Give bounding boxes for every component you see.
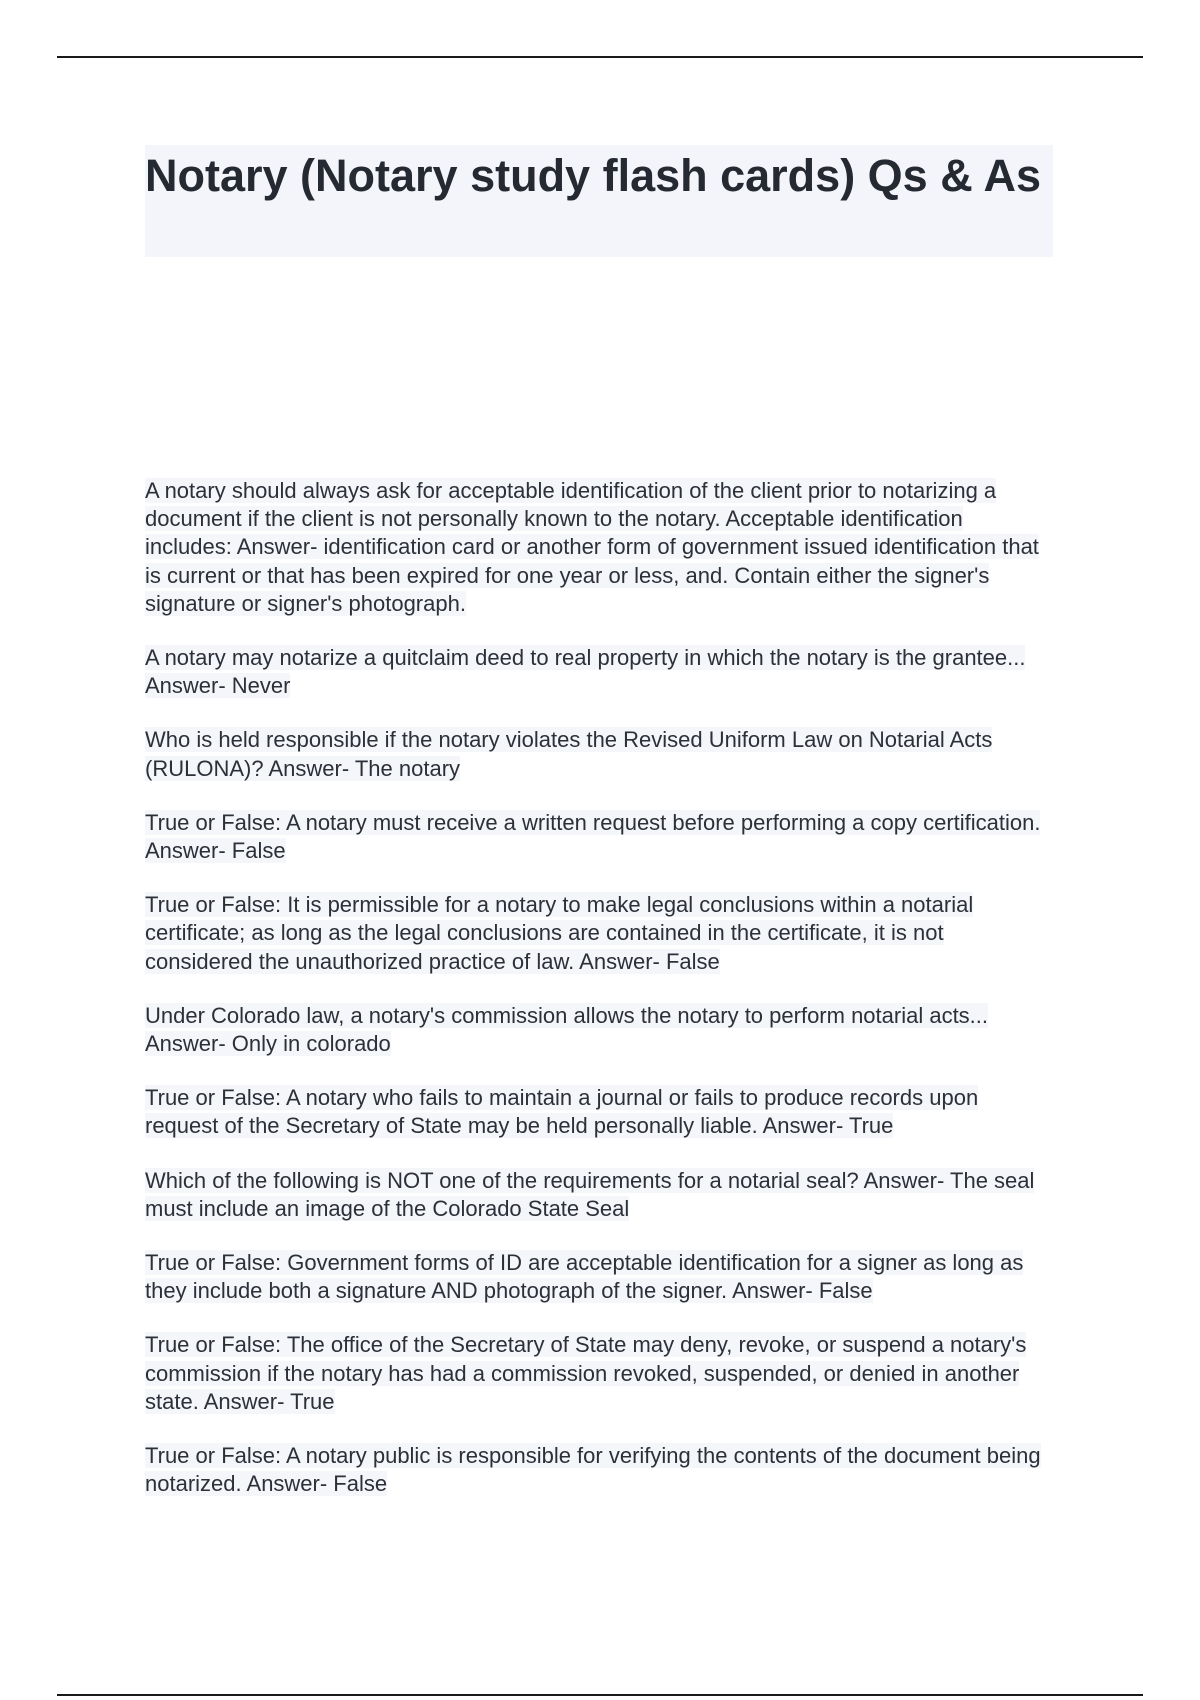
flashcard-item <box>145 644 1055 700</box>
flashcard-text: True or False: Government forms of ID are acceptable identification for a signer as long as they include both a signature AND photograph of the signer. Answer- False <box>145 1250 1024 1304</box>
flashcard-item <box>145 1442 1055 1498</box>
flashcard-text: Which of the following is NOT one of the requirements for a notarial seal? Answer- The seal must include an image of the Colorado State Seal <box>145 1167 1035 1221</box>
flashcard-text: True or False: A notary must receive a written request before performing a copy certification. Answer- False <box>145 809 1041 864</box>
flashcard-item <box>145 1249 1055 1305</box>
flashcard-text: True or False: A notary public is responsible for verifying the contents of the document being notarized. Answer- False <box>145 1443 1041 1497</box>
flashcard-item <box>145 1167 1055 1223</box>
flashcard-item <box>145 809 1055 865</box>
flashcard-text: Who is held responsible if the notary violates the Revised Uniform Law on Notarial Acts (RULONA)? Answer- The notary <box>145 727 993 781</box>
flashcard-text: True or False: It is permissible for a notary to make legal conclusions within a notarial certificate; as long as the legal conclusions are contained in the certificate, it is not considered the unauthorized practice of law. Answer- False <box>145 892 974 974</box>
flashcard-item <box>145 726 1055 782</box>
flashcard-item <box>145 1002 1055 1058</box>
page-title: Notary (Notary study flash cards) Qs & As <box>145 150 1042 201</box>
header-rule <box>57 56 1143 58</box>
flashcard-text: A notary should always ask for acceptable identification of the client prior to notarizing a document if the client is not personally known to the notary. Acceptable identification includes: Answer- identification card or another form of government issued identification that is current or that has been expired for one year or less, and. Contain either the signer's signature or signer's photograph. <box>145 478 1039 616</box>
flashcard-list <box>145 477 1055 1524</box>
flashcard-item <box>145 477 1055 618</box>
flashcard-item <box>145 891 1055 976</box>
flashcard-item <box>145 1331 1055 1416</box>
flashcard-text: A notary may notarize a quitclaim deed to real property in which the notary is the grantee... Answer- Never <box>145 645 1026 699</box>
flashcard-text: Under Colorado law, a notary's commission allows the notary to perform notarial acts... Answer- Only in colorado <box>145 1002 989 1057</box>
flashcard-text: True or False: A notary who fails to maintain a journal or fails to produce records upon request of the Secretary of State may be held personally liable. Answer- True <box>145 1085 979 1139</box>
flashcard-item <box>145 1084 1055 1140</box>
flashcard-text: True or False: The office of the Secretary of State may deny, revoke, or suspend a notary's commission if the notary has had a commission revoked, suspended, or denied in another state. Answer- True <box>145 1332 1027 1414</box>
footer-rule <box>57 1694 1143 1696</box>
